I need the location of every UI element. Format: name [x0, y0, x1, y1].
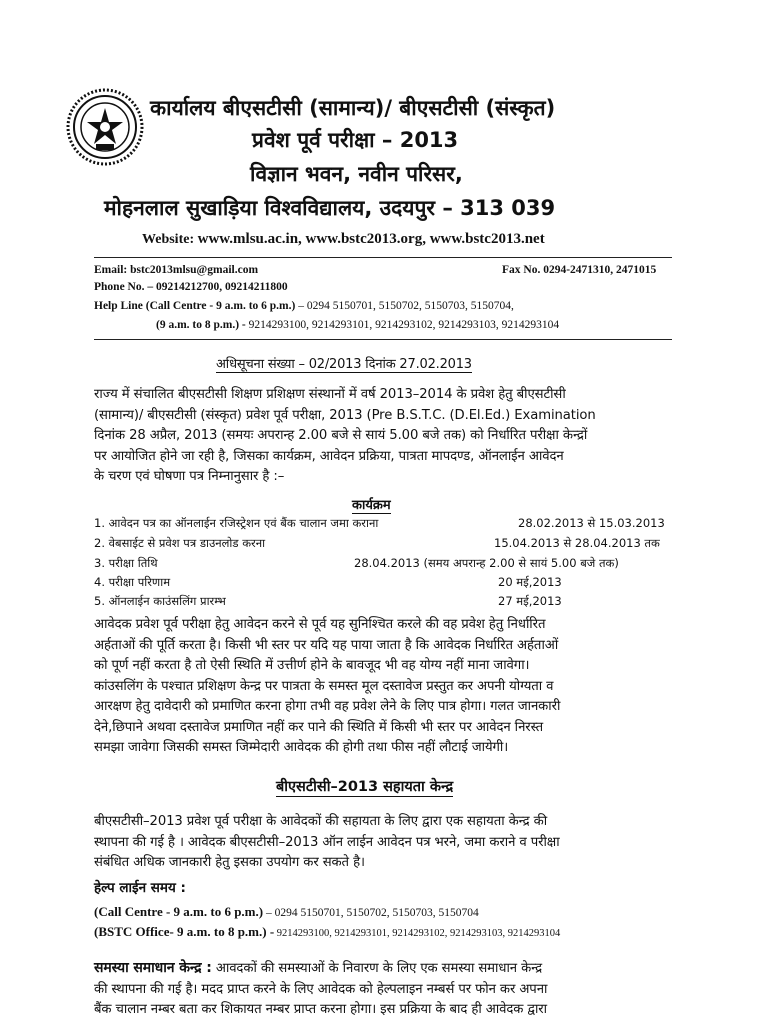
helpline-time-label: हेल्प लाईन समय : [94, 880, 186, 896]
call-centre-line [94, 904, 479, 920]
contact-divider [94, 339, 672, 340]
intro-line: दिनांक 28 अप्रैल, 2013 (समयः अपरान्ह 2.00 बजे से सायं 5.00 बजे तक) को निर्धारित परीक्षा केन्द्रों [94, 428, 588, 443]
program-date: 15.04.2013 से 28.04.2013 तक [494, 536, 660, 550]
helpline2-label: (9 a.m. to 8 p.m.) - [156, 319, 246, 331]
program-item: 1. आवेदन पत्र का ऑनलाईन रजिस्ट्रेशन एवं बैंक चालान जमा कराना [94, 516, 379, 530]
program-date: 20 मई,2013 [498, 575, 562, 589]
problem-center-line [94, 958, 674, 980]
program-date: 28.04.2013 (समय अपरान्ह 2.00 से सायं 5.00 बजे तक) [354, 556, 619, 570]
building-address: विज्ञान भवन, नवीन परिसर, [250, 162, 463, 186]
bstc-office-line [94, 924, 560, 940]
university-address: मोहनलाल सुखाड़िया विश्वविद्यालय, उदयपुर – 313 039 [104, 196, 556, 220]
help-center-line: स्थापना की गई है । आवेदक बीएसटीसी–2013 ऑन लाईन आवेदन पत्र भरने, जमा कराने व परीक्षा [94, 834, 560, 850]
program-item: 5. ऑनलाईन काउंसलिंग प्रारम्भ [94, 594, 226, 608]
help-center-line: संबंधित अधिक जानकारी हेतु इसका उपयोग कर सकते है। [94, 855, 365, 870]
helpline-numbers: – 0294 5150701, 5150702, 5150703, 5150704, [295, 300, 514, 312]
website-label: Website: [142, 232, 195, 247]
helpline-label: Help Line (Call Centre - 9 a.m. to 6 p.m.) [94, 300, 296, 312]
help-center-title: बीएसटीसी–2013 सहायता केन्द्र [276, 776, 453, 797]
eligibility-line: समझा जावेगा जिसकी समस्त जिम्मेदारी आवेदक की होगी तथा फीस नहीं लौटाई जायेगी। [94, 740, 509, 755]
phone-line: Phone No. – 09214212700, 09214211800 [94, 281, 288, 293]
call-centre-numbers: – 0294 5150701, 5150702, 5150703, 5150704 [263, 907, 479, 919]
problem-center-paragraph [94, 958, 674, 1021]
eligibility-line: आरक्षण हेतु दावेदारी को प्रमाणित करना होगा तभी वह प्रवेश लेने के लिए पात्र होगा। गलत जानकारी [94, 699, 561, 714]
program-title: कार्यक्रम [352, 495, 391, 514]
website-urls[interactable]: www.mlsu.ac.in, www.bstc2013.org, www.bstc2013.net [197, 231, 545, 247]
intro-line: पर आयोजित होने जा रही है, जिसका कार्यक्रम, आवेदन प्रक्रिया, पात्रता मापदण्ड, ऑनलाईन आवेदन [94, 448, 564, 464]
eligibility-line: कांउसलिंग के पश्चात प्रशिक्षण केन्द्र पर पात्रता के समस्त मूल दस्तावेज प्रस्तुत कर अपनी योग्यता व [94, 678, 554, 694]
helpline2-line [156, 319, 559, 331]
problem-center-text: आवदकों की समस्याओं के निवारण के लिए एक समस्या समाधान केन्द्र [211, 961, 543, 976]
program-item: 3. परीक्षा तिथि [94, 556, 158, 570]
header-divider [94, 257, 672, 258]
email-line[interactable]: Email: bstc2013mlsu@gmail.com [94, 264, 259, 276]
intro-line: राज्य में संचालित बीएसटीसी शिक्षण प्रशिक्षण संस्थानों में वर्ष 2013–2014 के प्रवेश हेतु बीएसटीसी [94, 387, 566, 402]
notification-heading: अधिसूचना संख्या – 02/2013 दिनांक 27.02.2013 [216, 354, 472, 373]
problem-center-line: बैंक चालान नम्बर बता कर शिकायत नम्बर प्राप्त करना होगा। इस प्रक्रिया के बाद ही आवेदक द्वारा [94, 1002, 547, 1017]
intro-paragraph [94, 385, 674, 488]
exam-title: प्रवेश पूर्व परीक्षा – 2013 [252, 128, 459, 152]
problem-center-title: समस्या समाधान केन्द्र : [94, 960, 212, 976]
program-item: 2. वेबसाईट से प्रवेश पत्र डाउनलोड करना [94, 536, 266, 550]
eligibility-line: अर्हताओं की पूर्ति करता है। किसी भी स्तर पर यदि यह पाया जाता है कि आवेदक निर्धारित अर्हताओं [94, 637, 559, 653]
helpline-line [94, 300, 514, 312]
help-center-paragraph [94, 812, 674, 874]
eligibility-line: को पूर्ण नहीं करता है तो ऐसी स्थिति में उत्तीर्ण होने के बावजूद भी वह योग्य नहीं माना जावेगा। [94, 658, 530, 673]
eligibility-line: देने,छिपाने अथवा दस्तावेज प्रमाणित नहीं कर पाने की स्थिति में किसी भी स्तर पर आवेदन निरस्त [94, 719, 544, 735]
help-center-line: बीएसटीसी–2013 प्रवेश पूर्व परीक्षा के आवेदकों की सहायता के लिए द्वारा एक सहायता केन्द्र की [94, 814, 548, 829]
program-date: 27 मई,2013 [498, 594, 562, 608]
bstc-office-label: (BSTC Office- 9 a.m. to 8 p.m.) - [94, 924, 275, 939]
office-title: कार्यालय बीएसटीसी (सामान्य)/ बीएसटीसी (संस्कृत) [150, 96, 556, 120]
intro-line: के चरण एवं घोषणा पत्र निम्नानुसार है :– [94, 469, 285, 484]
program-date: 28.02.2013 से 15.03.2013 [518, 516, 665, 530]
website-line [142, 231, 545, 248]
university-seal-logo [66, 88, 144, 166]
helpline2-numbers: 9214293100, 9214293101, 9214293102, 9214293103, 9214293104 [245, 319, 560, 331]
problem-center-line: की स्थापना की गई है। मदद प्राप्त करने के लिए आवेदक को हेल्पलाइन नम्बर्स पर फोन कर अपना [94, 981, 548, 997]
program-item: 4. परीक्षा परिणाम [94, 575, 171, 589]
fax-line: Fax No. 0294-2471310, 2471015 [502, 264, 657, 276]
bstc-office-numbers: 9214293100, 9214293101, 9214293102, 9214293103, 9214293104 [274, 928, 561, 939]
call-centre-label: (Call Centre - 9 a.m. to 6 p.m.) [94, 904, 264, 919]
eligibility-paragraph [94, 615, 674, 759]
eligibility-line: आवेदक प्रवेश पूर्व परीक्षा हेतु आवेदन करने से पूर्व यह सुनिश्चित करले की वह प्रवेश हेतु निर्धारित [94, 617, 546, 632]
intro-line: (सामान्य)/ बीएसटीसी (संस्कृत) प्रवेश पूर्व परीक्षा, 2013 (Pre B.S.T.C. (D.El.Ed.) Examination [94, 407, 596, 423]
